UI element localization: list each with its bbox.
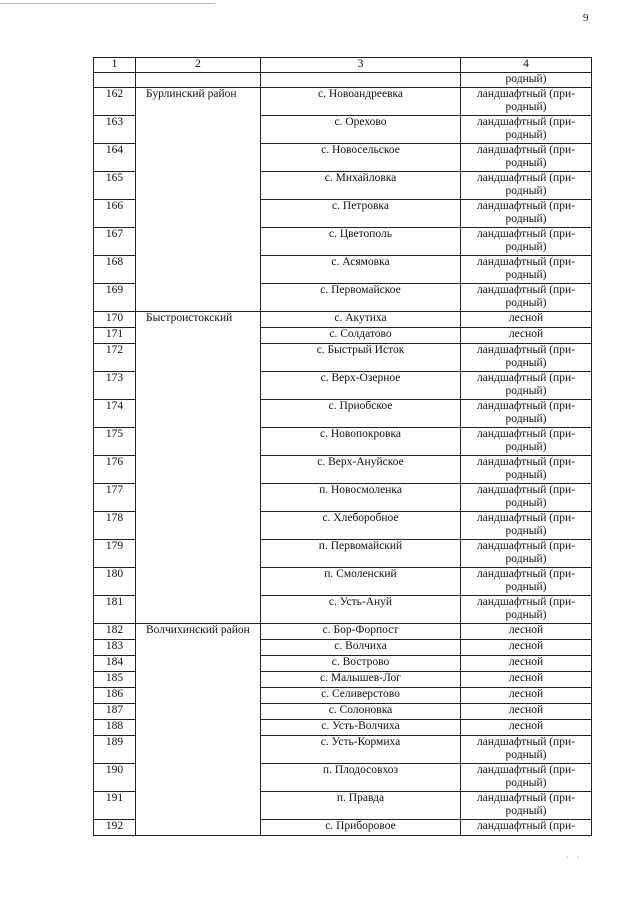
row-number: 166 [94, 199, 136, 227]
settlement-name: с. Верх-Ануйское [261, 455, 461, 483]
scan-marks: · · [566, 853, 583, 862]
settlement-name: п. Первомайский [261, 539, 461, 567]
settlement-name: с. Вострово [261, 655, 461, 671]
zone-type: ландшафтный (при- родный) [461, 399, 592, 427]
row-number: 187 [94, 703, 136, 719]
zone-type: лесной [461, 639, 592, 655]
settlement-name: с. Солдатово [261, 327, 461, 343]
zone-type: ландшафтный (при- родный) [461, 143, 592, 171]
settlement-name: с. Приобское [261, 399, 461, 427]
settlement-name: с. Михайловка [261, 171, 461, 199]
row-number: 175 [94, 427, 136, 455]
settlement-name: с. Асямовка [261, 255, 461, 283]
settlement-name: с. Быстрый Исток [261, 343, 461, 371]
row-number: 191 [94, 791, 136, 819]
row-number: 180 [94, 567, 136, 595]
settlement-name: с. Солоновка [261, 703, 461, 719]
continuation-row [94, 73, 592, 88]
register-table [93, 57, 592, 836]
zone-type: ландшафтный (при- родный) [461, 343, 592, 371]
settlement-name: с. Приборовое [261, 819, 461, 835]
zone-type: лесной [461, 655, 592, 671]
settlement-name: с. Усть-Ануй [261, 595, 461, 623]
zone-type: ландшафтный (при- родный) [461, 567, 592, 595]
row-number: 174 [94, 399, 136, 427]
zone-type: ландшафтный (при- [461, 819, 592, 835]
settlement-name: с. Малышев-Лог [261, 671, 461, 687]
row-number: 172 [94, 343, 136, 371]
zone-type: лесной [461, 703, 592, 719]
empty-cell [261, 73, 461, 88]
row-number: 182 [94, 623, 136, 639]
settlement-name: с. Новосельское [261, 143, 461, 171]
district-name: Бурлинский район [136, 87, 261, 311]
row-number: 178 [94, 511, 136, 539]
settlement-name: с. Петровка [261, 199, 461, 227]
zone-type: лесной [461, 687, 592, 703]
empty-cell [94, 73, 136, 88]
district-name: Быстроистокский [136, 311, 261, 623]
zone-type: ландшафтный (при- родный) [461, 511, 592, 539]
header-rule [0, 3, 215, 4]
row-number: 169 [94, 283, 136, 311]
zone-type: ландшафтный (при- родный) [461, 735, 592, 763]
zone-type: ландшафтный (при- родный) [461, 763, 592, 791]
row-number: 162 [94, 87, 136, 115]
row-number: 186 [94, 687, 136, 703]
row-number: 185 [94, 671, 136, 687]
zone-type: ландшафтный (при- родный) [461, 371, 592, 399]
settlement-name: с. Орехово [261, 115, 461, 143]
row-number: 165 [94, 171, 136, 199]
district-name: Волчихинский район [136, 623, 261, 835]
zone-type: ландшафтный (при- родный) [461, 227, 592, 255]
continuation-cell: родный) [461, 73, 592, 88]
zone-type: ландшафтный (при- родный) [461, 539, 592, 567]
column-header: 4 [461, 58, 592, 73]
row-number: 176 [94, 455, 136, 483]
settlement-name: с. Новопокровка [261, 427, 461, 455]
row-number: 167 [94, 227, 136, 255]
settlement-name: с. Новоандреевка [261, 87, 461, 115]
zone-type: лесной [461, 327, 592, 343]
zone-type: ландшафтный (при- родный) [461, 595, 592, 623]
zone-type: ландшафтный (при- родный) [461, 427, 592, 455]
table-row [94, 311, 592, 327]
row-number: 170 [94, 311, 136, 327]
zone-type: ландшафтный (при- родный) [461, 171, 592, 199]
zone-type: ландшафтный (при- родный) [461, 199, 592, 227]
row-number: 181 [94, 595, 136, 623]
zone-type: ландшафтный (при- родный) [461, 283, 592, 311]
row-number: 190 [94, 763, 136, 791]
zone-type: ландшафтный (при- родный) [461, 483, 592, 511]
settlement-name: п. Правда [261, 791, 461, 819]
row-number: 163 [94, 115, 136, 143]
settlement-name: п. Новосмоленка [261, 483, 461, 511]
row-number: 183 [94, 639, 136, 655]
row-number: 177 [94, 483, 136, 511]
table-row [94, 623, 592, 639]
row-number: 164 [94, 143, 136, 171]
settlement-name: п. Плодосовхоз [261, 763, 461, 791]
column-header: 3 [261, 58, 461, 73]
zone-type: ландшафтный (при- родный) [461, 255, 592, 283]
page-number: 9 [583, 12, 589, 24]
settlement-name: с. Акутиха [261, 311, 461, 327]
zone-type: лесной [461, 623, 592, 639]
settlement-name: с. Первомайское [261, 283, 461, 311]
row-number: 189 [94, 735, 136, 763]
table-row [94, 87, 592, 115]
settlement-name: п. Смоленский [261, 567, 461, 595]
row-number: 179 [94, 539, 136, 567]
column-header: 2 [136, 58, 261, 73]
settlement-name: с. Хлеборобное [261, 511, 461, 539]
zone-type: лесной [461, 719, 592, 735]
zone-type: ландшафтный (при- родный) [461, 115, 592, 143]
column-number-row [94, 58, 592, 73]
settlement-name: с. Бор-Форпост [261, 623, 461, 639]
empty-cell [136, 73, 261, 88]
zone-type: ландшафтный (при- родный) [461, 87, 592, 115]
settlement-name: с. Усть-Кормиха [261, 735, 461, 763]
column-header: 1 [94, 58, 136, 73]
row-number: 171 [94, 327, 136, 343]
zone-type: ландшафтный (при- родный) [461, 455, 592, 483]
row-number: 173 [94, 371, 136, 399]
zone-type: ландшафтный (при- родный) [461, 791, 592, 819]
settlement-name: с. Усть-Волчиха [261, 719, 461, 735]
zone-type: лесной [461, 671, 592, 687]
zone-type: лесной [461, 311, 592, 327]
row-number: 184 [94, 655, 136, 671]
row-number: 168 [94, 255, 136, 283]
row-number: 188 [94, 719, 136, 735]
settlement-name: с. Верх-Озерное [261, 371, 461, 399]
settlement-name: с. Селиверстово [261, 687, 461, 703]
row-number: 192 [94, 819, 136, 835]
settlement-name: с. Волчиха [261, 639, 461, 655]
settlement-name: с. Цветополь [261, 227, 461, 255]
